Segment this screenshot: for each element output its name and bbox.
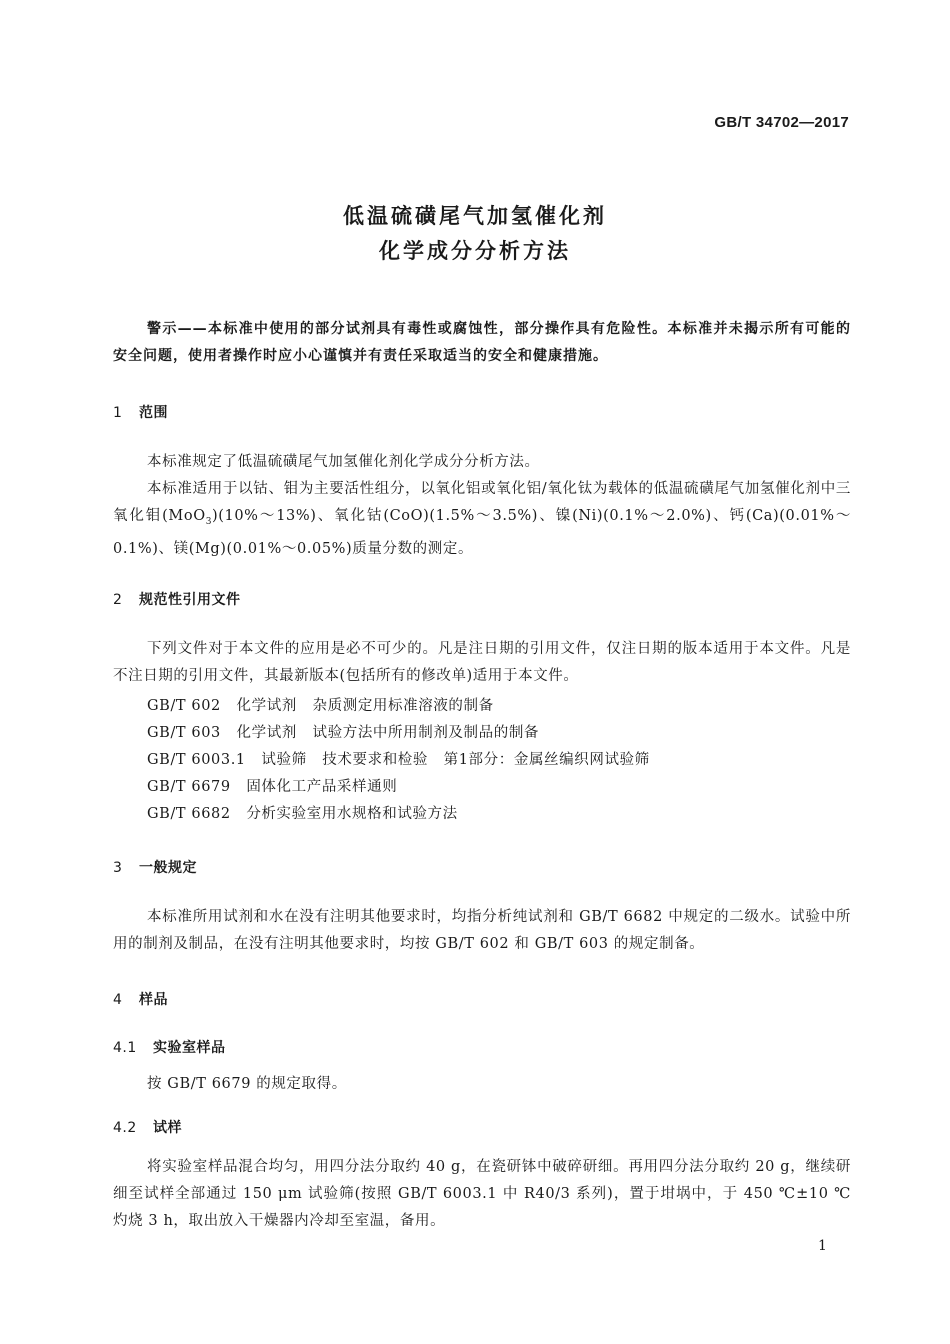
reference-item: GB/T 603 化学试剂 试验方法中所用制剂及制品的制备 — [147, 725, 540, 741]
standard-code: GB/T 34702—2017 — [714, 114, 849, 131]
section-1-heading — [113, 402, 168, 422]
section-number: 4 — [113, 992, 123, 1008]
section-title: 实验室样品 — [153, 1040, 226, 1056]
safety-warning: 警示——本标准中使用的部分试剂具有毒性或腐蚀性，部分操作具有危险性。本标准并未揭示所有可能的安全问题，使用者操作时应小心谨慎并有责任采取适当的安全和健康措施。 — [113, 321, 851, 364]
section-4-2-heading — [113, 1117, 182, 1137]
section-title: 规范性引用文件 — [139, 592, 241, 608]
reference-item: GB/T 6682 分析实验室用水规格和试验方法 — [147, 806, 458, 822]
section-4-1-heading — [113, 1037, 226, 1057]
section-title: 范围 — [139, 405, 168, 421]
scope-text-a: 本标准适用于以钴、钼为主要活性组分，以氧化铝或氧化铝/氧化钛为载体的低温硫磺尾气加氢催化剂中三氧化钼(MoO — [113, 481, 851, 524]
section-number: 4.2 — [113, 1120, 137, 1136]
section-3-heading — [113, 857, 197, 877]
section-title: 一般规定 — [139, 860, 197, 876]
reference-item: GB/T 6679 固体化工产品采样通则 — [147, 779, 398, 795]
section-2-paragraph-1: 下列文件对于本文件的应用是必不可少的。凡是注日期的引用文件，仅注日期的版本适用于本文件。凡是不注日期的引用文件，其最新版本(包括所有的修改单)适用于本文件。 — [113, 641, 851, 684]
reference-item: GB/T 602 化学试剂 杂质测定用标准溶液的制备 — [147, 698, 494, 714]
page-number: 1 — [818, 1238, 827, 1254]
section-title: 试样 — [153, 1120, 182, 1136]
section-4-heading — [113, 989, 168, 1009]
section-4-1-paragraph: 按 GB/T 6679 的规定取得。 — [147, 1076, 347, 1092]
section-title: 样品 — [139, 992, 168, 1008]
section-4-2-paragraph: 将实验室样品混合均匀，用四分法分取约 40 g，在瓷研钵中破碎研细。再用四分法分取约 20 g，继续研细至试样全部通过 150 μm 试验筛(按照 GB/T 6003.1 中 R40/3 系列)，置于坩埚中，于 450 ℃±10 ℃ 灼烧 3 h，取出放入干燥器内冷却至室温，备用。 — [113, 1159, 851, 1229]
reference-item: GB/T 6003.1 试验筛 技术要求和检验 第1部分：金属丝编织网试验筛 — [147, 752, 650, 768]
document-title-line1: 低温硫磺尾气加氢催化剂 — [343, 204, 607, 228]
section-1-paragraph-2 — [113, 476, 851, 563]
document-title-line2: 化学成分分析方法 — [379, 239, 571, 263]
section-3-paragraph-1: 本标准所用试剂和水在没有注明其他要求时，均指分析纯试剂和 GB/T 6682 中规定的二级水。试验中所用的制剂及制品，在没有注明其他要求时，均按 GB/T 602 和 GB/T 603 的规定制备。 — [113, 909, 851, 952]
section-number: 1 — [113, 405, 123, 421]
section-2-heading — [113, 589, 241, 609]
scope-text-b: )(10%～13%)、氧化钴(CoO)(1.5%～3.5%)、镍(Ni)(0.1%～2.0%)、钙(Ca)(0.01%～0.1%)、镁(Mg)(0.01%～0.05%)质量分数的测定。 — [113, 508, 852, 557]
section-number: 3 — [113, 860, 123, 876]
section-number: 4.1 — [113, 1040, 137, 1056]
scope-subscript: 3 — [205, 516, 213, 527]
section-1-paragraph-1: 本标准规定了低温硫磺尾气加氢催化剂化学成分分析方法。 — [147, 454, 540, 470]
section-number: 2 — [113, 592, 123, 608]
